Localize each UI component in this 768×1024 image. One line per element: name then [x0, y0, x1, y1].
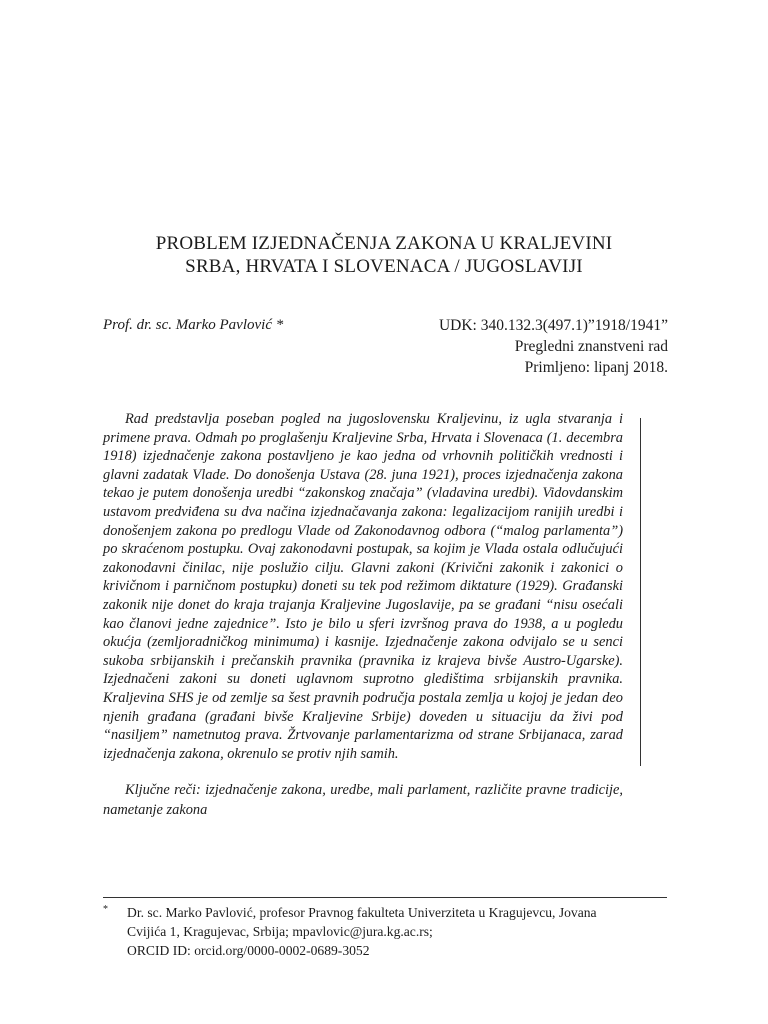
udk-code: UDK: 340.132.3(497.1)”1918/1941”	[438, 317, 668, 334]
abstract-side-rule	[640, 418, 641, 766]
article-metadata	[439, 315, 668, 378]
abstract-text: Rad predstavlja poseban pogled na jugoslovensku Kraljevinu, iz ugla stvaranja i primene prava. Odmah po proglašenju Kraljevine Srba, Hrvata i Slovenaca (1. decembra 1918) izjednačenje zakona postavljeno je kao jedna od vrhovnih političkih vrednosti i glavni zadatak Vlade. Do donošenja Ustava (28. juna 1921), proces izjednačenja zakona tekao je putem donošenja uredbi “zakonskog značaja” (vladavina uredbi). Vidovdanskim ustavom predviđena su dva načina izjednačavanja zakona: legalizacijom ranijih uredbi i donošenjem zakona po predlogu Vlade od Zakonodavnog odbora (“malog parlamenta”) po skraćenom postupku. Ovaj zakonodavni postupak, sa kojim je Vlada ostala odlučujući zakonodavni činilac, nije poslužio cilju. Glavni zakoni (Krivični zakonik i zakonici o krivičnom i parničnom postupku) doneti su tek pod režimom diktature (1929). Građanski zakonik nije donet do kraja trajanja Kraljevine Jugoslavije, pa se građani “nisu osećali kao članovi jedne zajednice”. Isto je bilo u sferi izvršnog prava do 1938, a u pogledu okućja (zemljoradničkog minimuma) i kasnije. Izjednačenje zakona odvijalo se u senci sukoba srbijanskih i prečanskih pravnika (pravnika iz krajeva bivše Austro-Ugarske). Izjednačeni zakoni su doneti uglavnom suprotno gledištima srbijanskih pravnika. Kraljevina SHS je od zemlje sa šest pravnih područja postala zemlja u kojoj je jedan deo njenih građana (građani bivše Kraljevine Srbije) doveden u situaciju da živi pod “nasiljem” nametnutog prava. Žrtvovanje parlamentarizma od strane Srbijanaca, zarad izjednačenja zakona, okrenulo se protiv njih samih.	[103, 411, 623, 762]
footnote-marker: *	[103, 904, 108, 915]
author-name: Prof. dr. sc. Marko Pavlović *	[103, 317, 284, 333]
footnote	[103, 903, 668, 960]
article-type: Pregledni znanstveni rad	[514, 338, 668, 355]
article-title-line-1: PROBLEM IZJEDNAČENJA ZAKONA U KRALJEVINI	[155, 233, 613, 254]
abstract	[103, 410, 623, 763]
received-date: Primljeno: lipanj 2018.	[524, 359, 668, 376]
footnote-body	[127, 903, 668, 960]
footnote-divider	[103, 897, 667, 898]
footnote-orcid: ORCID ID: orcid.org/0000-0002-0689-3052	[127, 943, 370, 958]
article-title	[40, 232, 728, 278]
article-title-line-2: SRBA, HRVATA I SLOVENACA / JUGOSLAVIJI	[185, 256, 583, 277]
keywords: Ključne reči: izjednačenje zakona, uredbe, mali parlament, različite pravne tradicije, nametanje zakona	[103, 782, 623, 818]
footnote-line-1: Dr. sc. Marko Pavlović, profesor Pravnog fakulteta Univerziteta u Kragujevcu, Jovana	[127, 905, 597, 920]
footnote-line-2: Cvijića 1, Kragujevac, Srbija; mpavlovic@jura.kg.ac.rs;	[127, 924, 433, 939]
